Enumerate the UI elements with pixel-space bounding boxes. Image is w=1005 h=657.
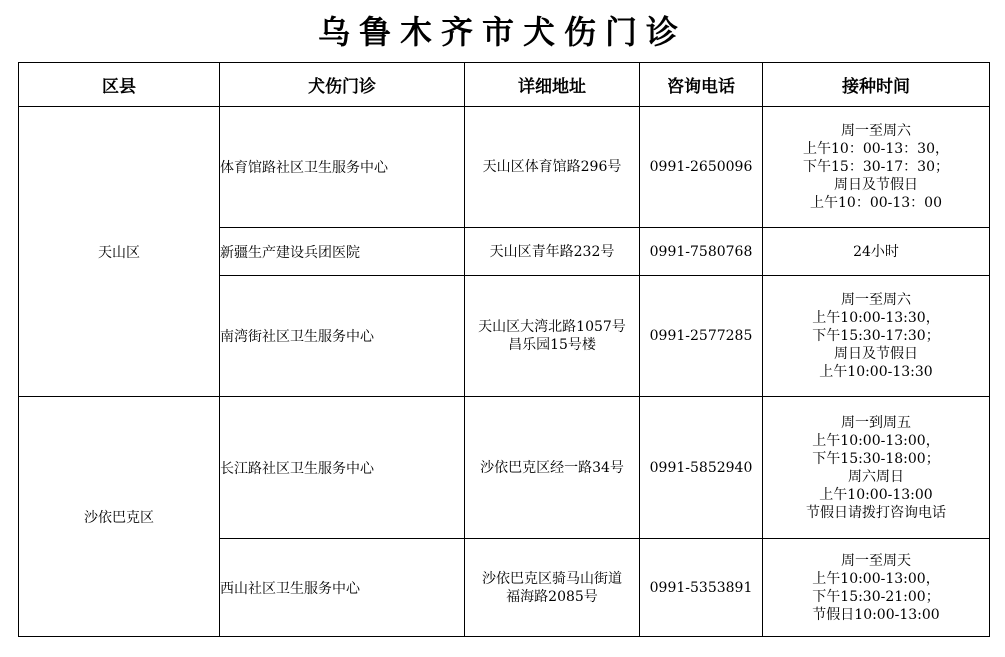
phone-cell: 0991-2577285 [640,276,763,397]
address-cell [465,276,640,397]
hours-line: 下午15:30-21:00； [812,588,940,605]
header-district: 区县 [19,63,220,107]
hours-line: 周日及节假日 [834,346,918,362]
hours-cell [763,276,990,397]
hours-line: 上午10:00-13:30 [819,364,933,380]
clinic-name-cell: 长江路社区卫生服务中心 [220,397,465,539]
hours-line: 周一至周六 [841,123,911,139]
clinic-name-cell: 体育馆路社区卫生服务中心 [220,107,465,228]
hours-line: 上午10:00-13:00 [819,486,933,503]
phone-cell: 0991-7580768 [640,228,763,276]
address-line: 沙依巴克区经一路34号 [480,459,624,476]
header-row [19,63,990,107]
header-address: 详细地址 [465,63,640,107]
header-clinic: 犬伤门诊 [220,63,465,107]
hours-line: 上午10：00-13：00 [810,195,942,211]
address-line: 天山区体育馆路296号 [482,159,622,175]
hours-cell [763,539,990,637]
hours-line: 上午10:00-13:00， [812,570,940,587]
clinic-name-cell: 西山社区卫生服务中心 [220,539,465,637]
clinic-table [18,62,990,637]
hours-line: 周六周日 [848,468,904,485]
hours-cell [763,228,990,276]
phone-cell: 0991-5852940 [640,397,763,539]
clinic-name-cell: 南湾街社区卫生服务中心 [220,276,465,397]
address-cell [465,107,640,228]
header-phone: 咨询电话 [640,63,763,107]
hours-line: 节假日10:00-13:00 [812,606,940,623]
address-line: 天山区大湾北路1057号 [478,319,626,335]
hours-line: 周日及节假日 [834,177,918,193]
hours-cell [763,397,990,539]
page-title: 乌鲁木齐市犬伤门诊 [317,13,687,51]
address-cell [465,397,640,539]
hours-line: 周一至周天 [841,552,911,569]
hours-line: 周一到周五 [841,414,911,431]
address-line: 沙依巴克区骑马山街道 [482,570,622,587]
district-cell: 沙依巴克区 [19,397,220,637]
hours-line: 上午10:00-13:30， [812,310,940,326]
address-line: 福海路2085号 [506,588,598,605]
hours-line: 上午10:00-13:00， [812,432,940,449]
hours-line: 24小时 [853,243,899,260]
hours-line: 周一至周六 [841,292,911,308]
table-row [19,107,990,228]
hours-line: 节假日请拨打咨询电话 [806,504,946,521]
hours-line: 下午15:30-18:00； [812,450,940,467]
address-line: 天山区青年路232号 [489,243,615,260]
address-line: 昌乐园15号楼 [508,337,596,353]
hours-cell [763,107,990,228]
address-cell [465,228,640,276]
district-cell: 天山区 [19,107,220,397]
hours-line: 下午15：30-17：30； [803,159,949,175]
header-hours: 接种时间 [763,63,990,107]
hours-line: 下午15:30-17:30； [812,328,940,344]
hours-line: 上午10：00-13：30， [803,141,949,157]
clinic-name-cell: 新疆生产建设兵团医院 [220,228,465,276]
table-row [19,397,990,539]
phone-cell: 0991-2650096 [640,107,763,228]
address-cell [465,539,640,637]
phone-cell: 0991-5353891 [640,539,763,637]
